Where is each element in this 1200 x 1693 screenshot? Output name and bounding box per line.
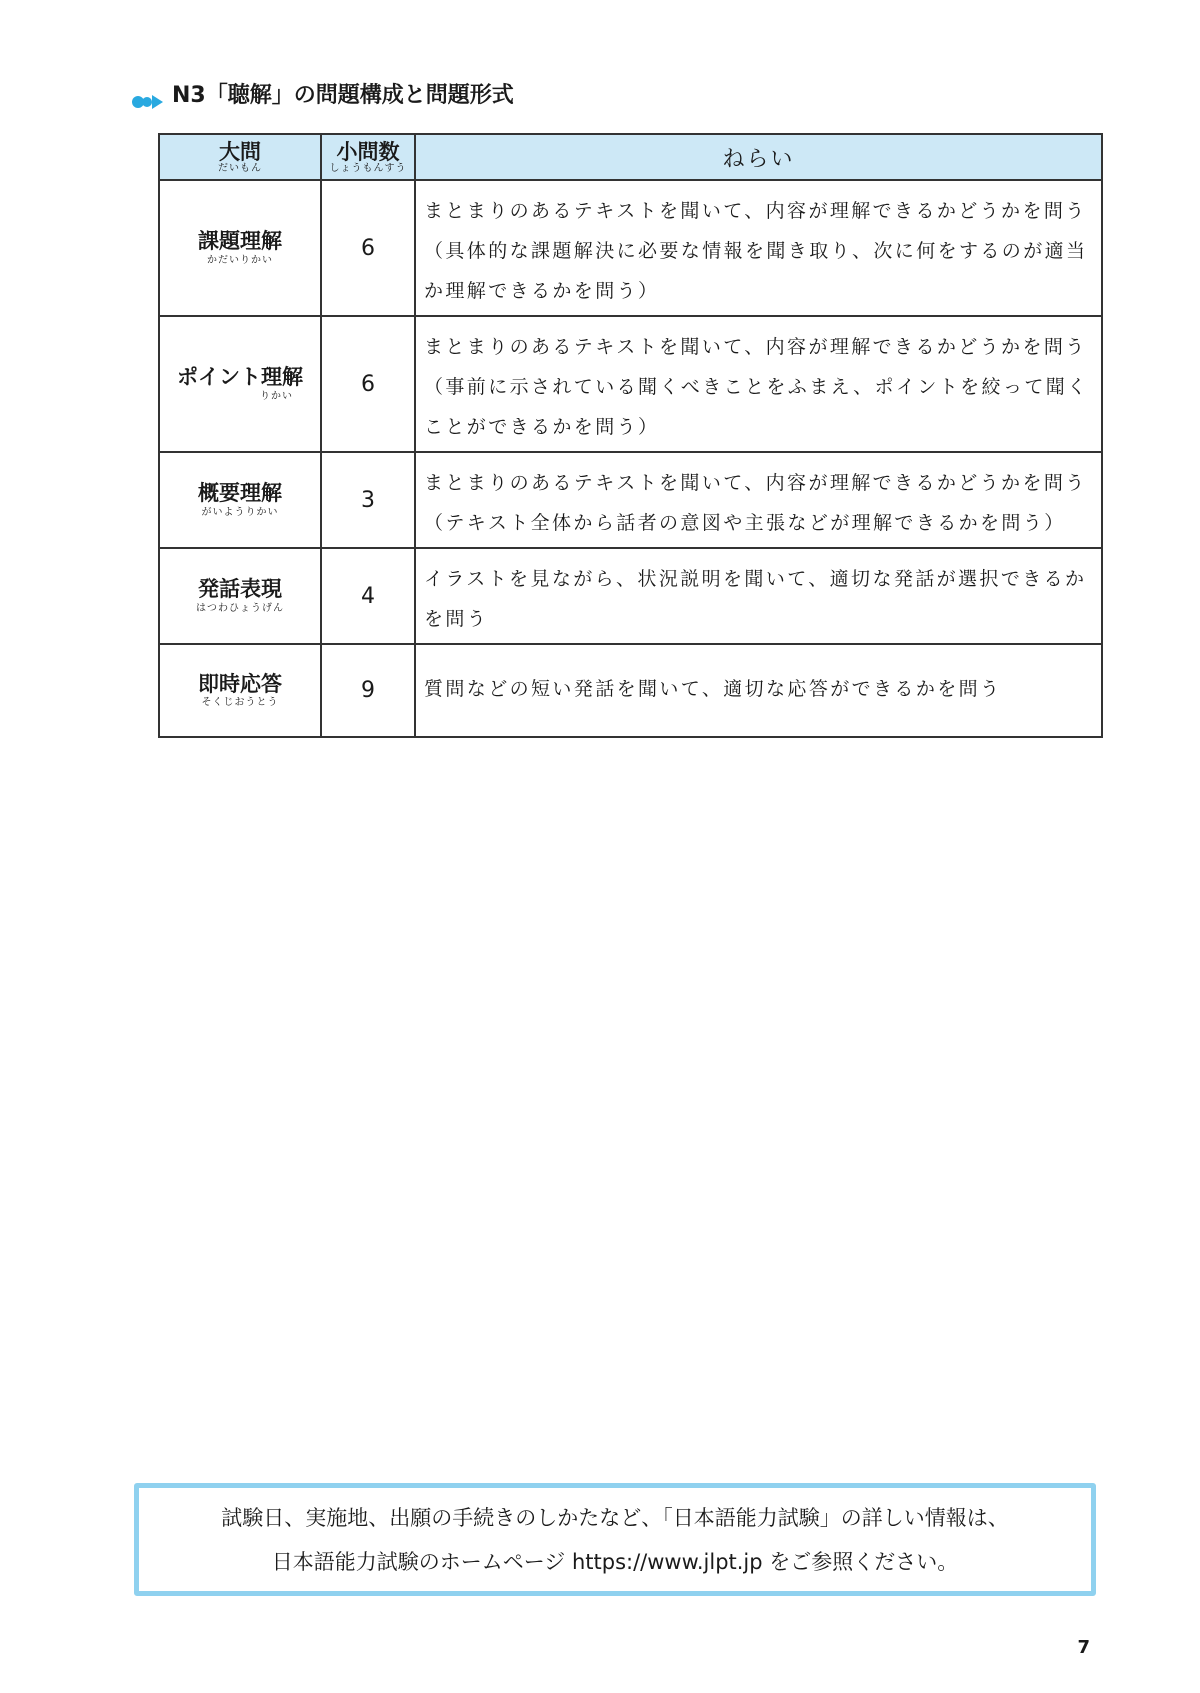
info-line-1: 試験日、実施地、出願の手続きのしかたなど、「日本語能力試験」の詳しい情報は、 <box>221 1505 1009 1530</box>
row-aim: まとまりのあるテキストを聞いて、内容が理解できるかどうかを問う（具体的な課題解決に必要な情報を聞き取り、次に何をするのが適当か理解できるかを問う） <box>415 180 1102 316</box>
header-aim: ねらい <box>415 134 1102 180</box>
row-count: 6 <box>321 316 415 452</box>
listening-structure-table <box>158 133 1103 738</box>
section-heading <box>130 84 514 114</box>
row-name: ポイント理解 りかい <box>159 316 321 452</box>
row-count: 3 <box>321 452 415 548</box>
row-count: 9 <box>321 644 415 737</box>
row-name: 即時応答 そくじおうとう <box>159 644 321 737</box>
row-aim: 質問などの短い発話を聞いて、適切な応答ができるかを問う <box>415 644 1102 737</box>
table-row <box>159 644 1102 737</box>
row-name: 発話表現 はつわひょうげん <box>159 548 321 644</box>
header-shomonsu: 小問数 しょうもんすう <box>321 134 415 180</box>
table-row <box>159 452 1102 548</box>
row-name: 課題理解 かだいりかい <box>159 180 321 316</box>
heading-title: N3「聴解」の問題構成と問題形式 <box>172 83 514 108</box>
info-box <box>134 1483 1096 1596</box>
info-line-2: 日本語能力試験のホームページ https://www.jlpt.jp をご参照ください。 <box>271 1549 959 1574</box>
table-row <box>159 316 1102 452</box>
row-name: 概要理解 がいようりかい <box>159 452 321 548</box>
row-count: 4 <box>321 548 415 644</box>
arrow-bullet-icon <box>130 90 166 114</box>
heading-title-text: 「聴解」の問題構成と問題形式 <box>205 83 514 108</box>
page-number: 7 <box>1077 1637 1090 1658</box>
row-aim: まとまりのあるテキストを聞いて、内容が理解できるかどうかを問う（事前に示されている聞くべきことをふまえ、ポイントを絞って聞くことができるかを問う） <box>415 316 1102 452</box>
header-daimon: 大問 だいもん <box>159 134 321 180</box>
table-row <box>159 180 1102 316</box>
row-aim: イラストを見ながら、状況説明を聞いて、適切な発話が選択できるかを問う <box>415 548 1102 644</box>
row-count: 6 <box>321 180 415 316</box>
table-header-row <box>159 134 1102 180</box>
table-row <box>159 548 1102 644</box>
row-aim: まとまりのあるテキストを聞いて、内容が理解できるかどうかを問う（テキスト全体から話者の意図や主張などが理解できるかを問う） <box>415 452 1102 548</box>
